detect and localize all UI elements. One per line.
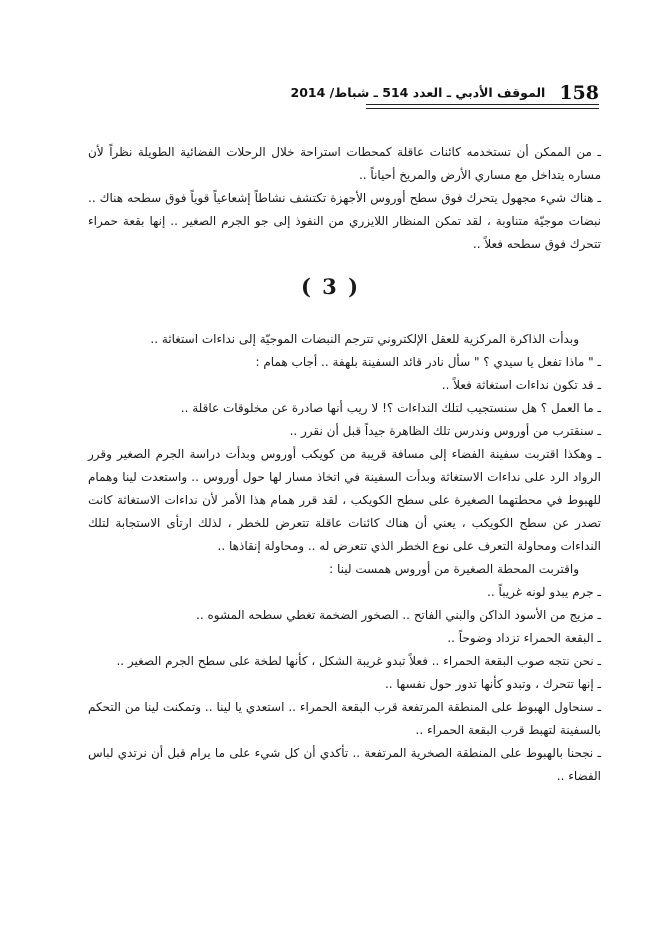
section-2-text xyxy=(88,328,601,788)
paragraph: واقتربت المحطة الصغيرة من أوروس همست لينا : xyxy=(329,562,579,576)
paragraph: وبدأت الذاكرة المركزية للعقل الإلكتروني تترجم النبضات الموجيّة إلى نداءات استغاثة .. xyxy=(150,332,579,346)
paragraph: ـ " ماذا تفعل يا سيدي ؟ " سأل نادر قائد السفينة بلهفة .. أجاب همام : xyxy=(255,355,601,369)
paragraph: ـ سنحاول الهبوط على المنطقة المرتفعة قرب البقعة الحمراء .. استعدي يا لينا .. وتمكنت لينا من التحكم بالسفينة لتهبط قرب البقعة الحمراء .. xyxy=(88,700,601,737)
running-title: الموقف الأدبي ـ العدد 514 ـ شباط/ 2014 xyxy=(290,85,546,100)
header-rule-top xyxy=(366,104,599,105)
paragraph: ـ مزيج من الأسود الداكن والبني الفاتح .. الصخور الضخمة تغطي سطحه المشوه .. xyxy=(196,608,601,622)
paragraph: ـ سنقترب من أوروس وندرس تلك الظاهرة جيداً قبل أن نقرر .. xyxy=(289,424,601,438)
paragraph: ـ قد تكون نداءات استغاثة فعلاً .. xyxy=(441,378,601,392)
paragraph: ـ هناك شيء مجهول يتحرك فوق سطح أوروس الأجهزة تكتشف نشاطاً إشعاعياً قوياً فوق سطحه هناك .. نبضات موجيّة متناوبة ، لقد تمكن المنظار اللايزري من النفوذ إلى جو الجرم الصغير .. إنها بقعة حمراء تتحرك فوق سطحه فعلاً .. xyxy=(88,191,601,251)
paragraph: ـ نحن نتجه صوب البقعة الحمراء .. فعلاً تبدو غريبة الشكل ، كأنها لطخة على سطح الجرم الصغير .. xyxy=(116,654,601,668)
section-1-text xyxy=(88,141,601,256)
section-heading: ( 3 ) xyxy=(300,274,361,299)
header-rule-bottom xyxy=(366,108,599,109)
paragraph: ـ نجحنا بالهبوط على المنطقة الصخرية المرتفعة .. تأكدي أن كل شيء على ما يرام قبل أن نرتدي لباس الفضاء .. xyxy=(88,746,601,783)
paragraph: ـ من الممكن أن تستخدمه كائنات عاقلة كمحطات استراحة خلال الرحلات الفضائية الطويلة نظراً لأن مساره يتداخل مع مساري الأرض والمريخ أحياناً .. xyxy=(88,145,601,182)
page-number: 158 xyxy=(559,82,599,104)
paragraph: ـ جرم يبدو لونه غريباً .. xyxy=(487,585,601,599)
paragraph: ـ ما العمل ؟ هل سنستجيب لتلك النداءات ؟! لا ريب أنها صادرة عن مخلوقات عاقلة .. xyxy=(180,401,601,415)
page-header xyxy=(90,68,599,104)
paragraph: ـ وهكذا اقتربت سفينة الفضاء إلى مسافة قريبة من كويكب أوروس وبدأت دراسة الجرم الصغير وقرر الرواد الرد على نداءات الاستغاثة وبدأت السفينة في اتخاذ مسار لها حول أوروس .. واستعدت لينا وهمام للهبوط في محطتهما الصغيرة على سطح الكويكب ، لقد قرر همام هذا الأمر لأن نداءات الاستغاثة كانت تصدر عن سطح الكويكب ، يعني أن هناك كائنات عاقلة تتعرض للخطر ، لذلك ارتأى الاستجابة لتلك النداءات ومحاولة التعرف على نوع الخطر الذي تتعرض له .. ومحاولة إنقاذها .. xyxy=(88,447,601,553)
paragraph: ـ إنها تتحرك ، وتبدو كأنها تدور حول نفسها .. xyxy=(384,677,601,691)
paragraph: ـ البقعة الحمراء تزداد وضوحاً .. xyxy=(447,631,601,645)
